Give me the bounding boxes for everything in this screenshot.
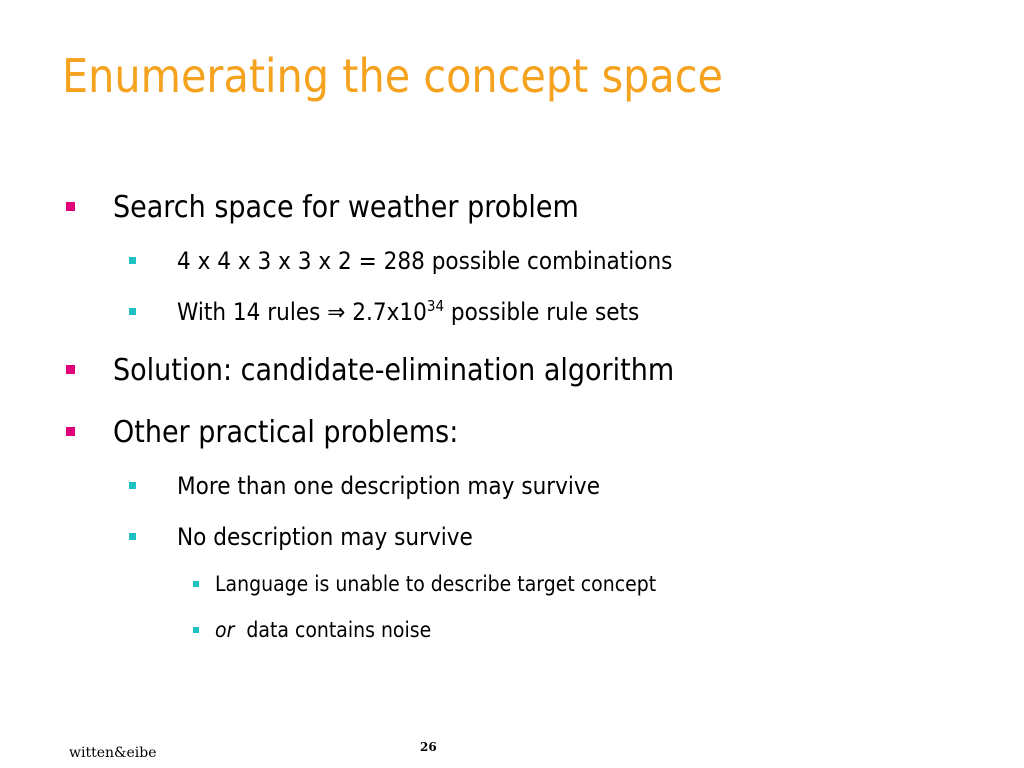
- or-word: or: [215, 618, 235, 642]
- bullet-combinations: 4 x 4 x 3 x 3 x 2 = 288 possible combinations: [177, 247, 673, 275]
- rules-exponent: 34: [426, 297, 445, 315]
- rules-prefix: With 14 rules: [177, 298, 321, 326]
- bullet-square-icon: [66, 427, 75, 436]
- noise-text: data contains noise: [246, 618, 432, 642]
- slide-title: Enumerating the concept space: [62, 49, 724, 103]
- bullet-other-problems: Other practical problems:: [113, 415, 459, 450]
- bullet-square-icon: [129, 482, 136, 489]
- bullet-square-icon: [129, 308, 136, 315]
- footer-authors: witten&eibe: [69, 745, 157, 761]
- bullet-square-icon: [66, 365, 75, 374]
- bullet-no-description: No description may survive: [177, 523, 473, 551]
- bullet-square-icon: [129, 257, 136, 264]
- bullet-noise: [215, 615, 431, 645]
- page-number: 26: [420, 740, 437, 754]
- bullet-language-unable: Language is unable to describe target concept: [215, 572, 657, 596]
- rules-base: 2.7x10: [352, 298, 427, 326]
- bullet-square-icon: [193, 581, 199, 587]
- rules-suffix: possible rule sets: [450, 298, 640, 326]
- implies-arrow-icon: ⇒: [327, 298, 346, 326]
- bullet-solution: Solution: candidate-elimination algorithm: [113, 353, 675, 388]
- bullet-rule-sets: [177, 295, 639, 329]
- bullet-search-space: Search space for weather problem: [113, 190, 579, 225]
- bullet-more-than-one: More than one description may survive: [177, 472, 600, 500]
- bullet-square-icon: [66, 202, 75, 211]
- bullet-square-icon: [129, 533, 136, 540]
- bullet-square-icon: [193, 627, 199, 633]
